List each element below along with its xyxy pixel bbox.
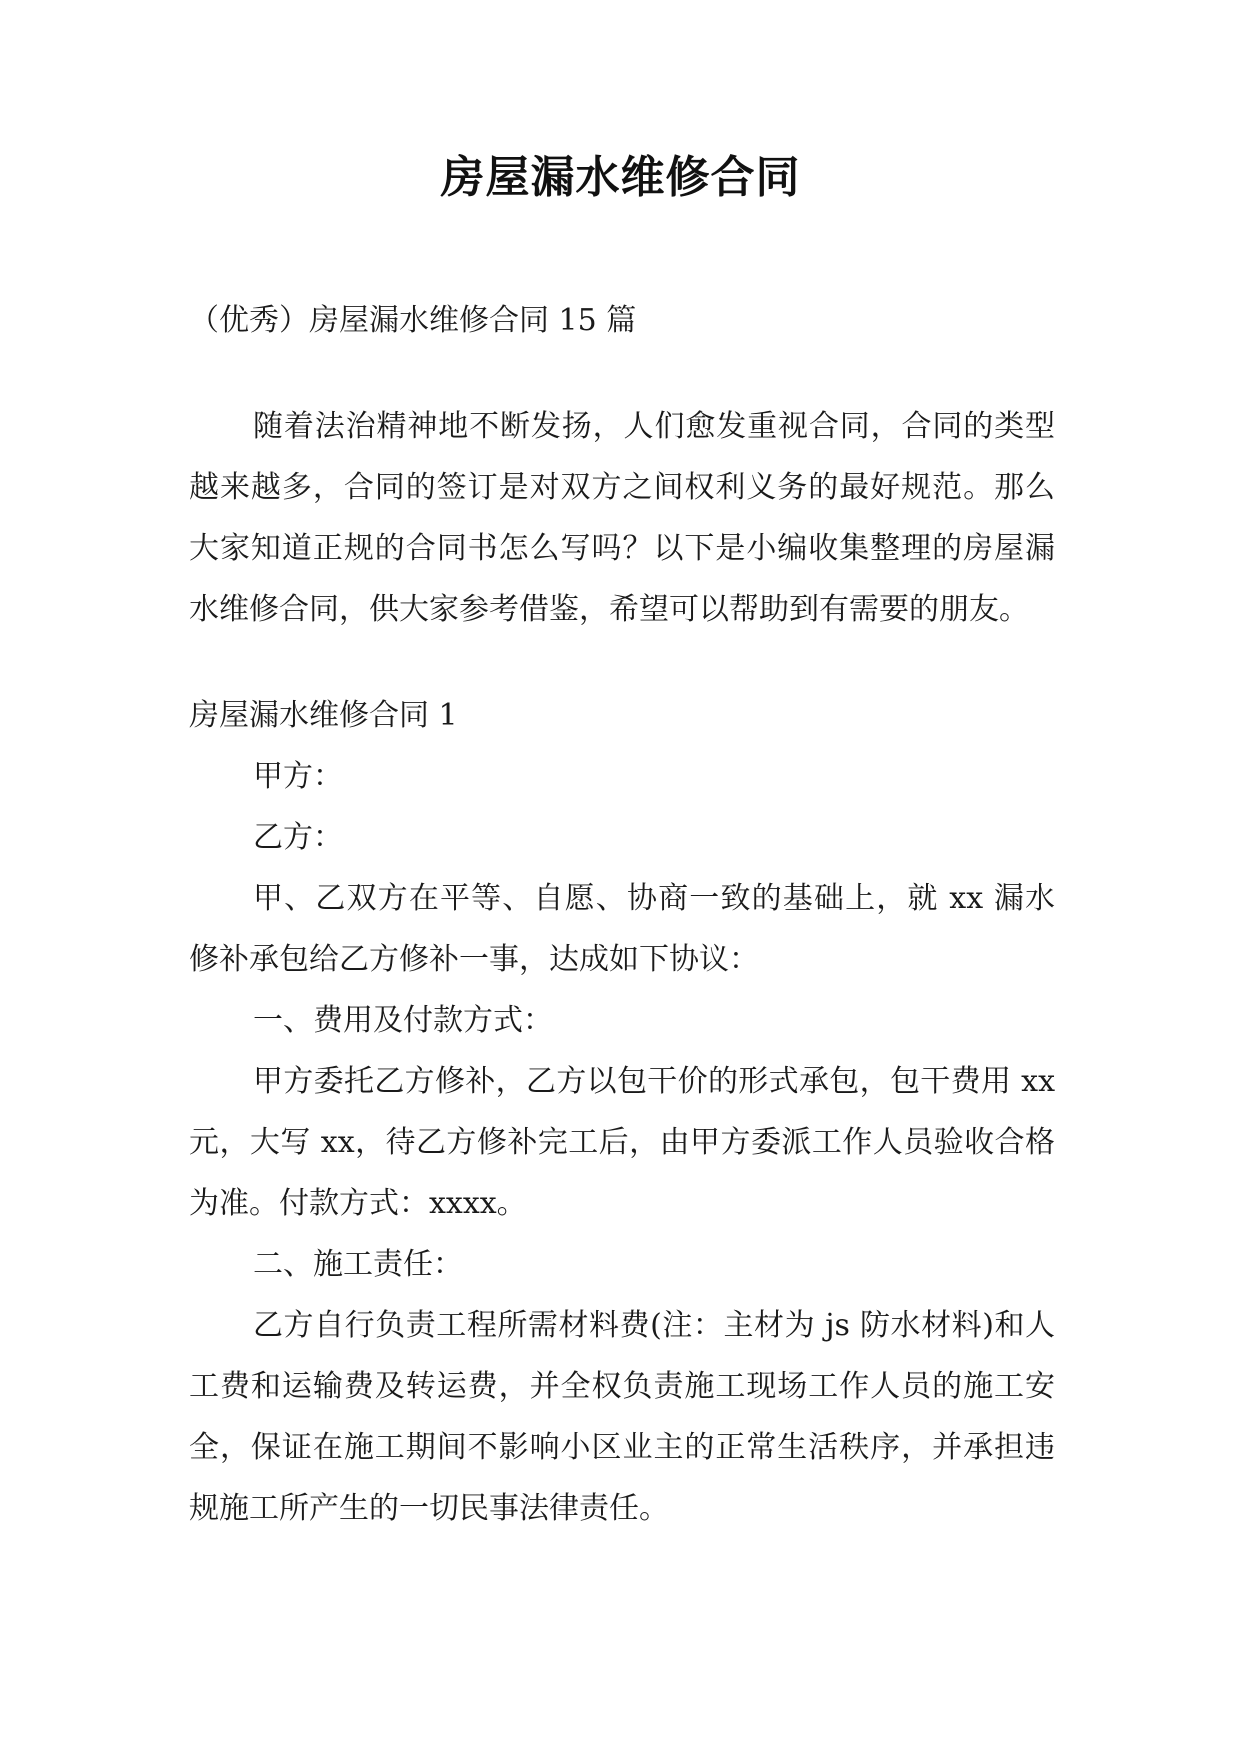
intro-paragraph: 随着法治精神地不断发扬，人们愈发重视合同，合同的类型越来越多，合同的签订是对双方之间权利义务的最好规范。那么大家知道正规的合同书怎么写吗？以下是小编收集整理的房屋漏水维修合同，供大家参考借鉴，希望可以帮助到有需要的朋友。 (189, 409, 1055, 627)
document-title: 房屋漏水维修合同 (440, 152, 801, 203)
party-b-line: 乙方： (253, 820, 343, 855)
clause-2-text: 乙方自行负责工程所需材料费(注：主材为 js 防水材料)和人工费和运输费及转运费，并全权负责施工现场工作人员的施工安全，保证在施工期间不影响小区业主的正常生活秩序，并承担违规施工所产生的一切民事法律责任。 (189, 1308, 1055, 1526)
clause-2-heading: 二、施工责任： (253, 1247, 463, 1282)
section-heading: 房屋漏水维修合同 1 (189, 698, 458, 733)
document-body (189, 290, 1055, 1539)
preamble-paragraph: 甲、乙双方在平等、自愿、协商一致的基础上，就 xx 漏水修补承包给乙方修补一事，达成如下协议： (189, 881, 1055, 977)
party-a-line: 甲方： (253, 759, 343, 794)
clause-1-text: 甲方委托乙方修补，乙方以包干价的形式承包，包干费用 xx 元，大写 xx，待乙方修补完工后，由甲方委派工作人员验收合格为准。付款方式：xxxx。 (189, 1064, 1055, 1221)
document-subtitle: （优秀）房屋漏水维修合同 15 篇 (189, 303, 637, 338)
clause-1-heading: 一、费用及付款方式： (253, 1003, 553, 1038)
